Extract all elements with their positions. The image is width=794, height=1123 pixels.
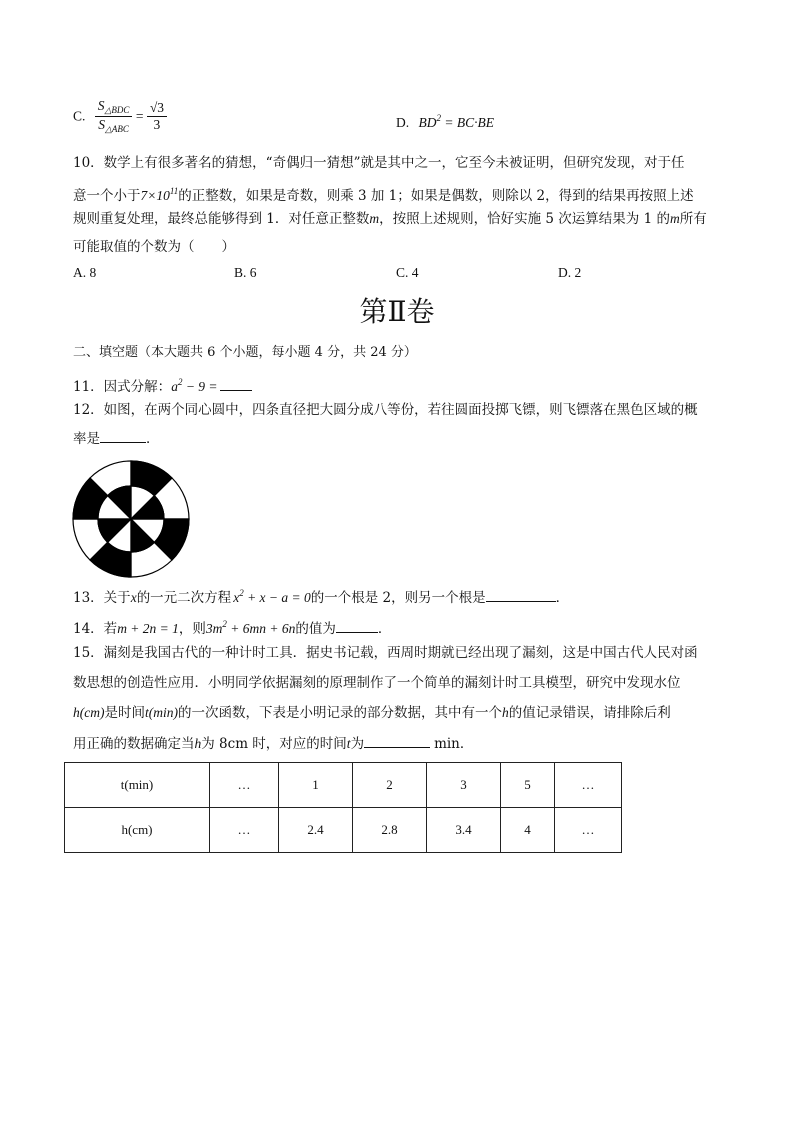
section-title: 第Ⅱ卷 xyxy=(359,295,435,328)
q13-line: 13．关于x的一元二次方程 $x^2 + x - a = 0$的一个根是 2，则另一个根是 ． xyxy=(73,588,570,606)
q10-option-a: A. 8 xyxy=(73,265,97,280)
table-cell: 2.4 xyxy=(279,808,353,853)
table-cell: … xyxy=(210,808,279,853)
q9-option-c-label: C. xyxy=(73,108,86,124)
q9-option-d-expr: $BD^2 = BC\cdot BE$ xyxy=(418,113,494,130)
dartboard-figure xyxy=(70,458,192,580)
q13-answer-blank[interactable] xyxy=(486,587,556,602)
table-cell: … xyxy=(555,808,622,853)
q15-line-4: 用正确的数据确定当h为 8cm 时，对应的时间t为 min． xyxy=(73,733,473,754)
section2-header: 二、填空题（本大题共 6 个小题，每小题 4 分，共 24 分） xyxy=(73,345,417,360)
q14-line: 14．若m + 2n = 1，则$3m^2 + 6mn + 6n$的值为 ． xyxy=(73,619,392,637)
q11-answer-blank[interactable] xyxy=(220,376,252,391)
table-cell: t(min) xyxy=(65,763,210,808)
q12-answer-blank[interactable] xyxy=(100,428,146,443)
table-cell: 5 xyxy=(501,763,555,808)
q10-line-3: 规则重复处理，最终总能够得到 1．对任意正整数m，按照上述规则，恰好实施 5 次运算结果为 1 的m所有 xyxy=(73,211,707,227)
table-cell: … xyxy=(555,763,622,808)
q10-option-b: B. 6 xyxy=(234,265,257,280)
q10-option-d: D. 2 xyxy=(558,265,582,280)
q15-line-2: 数思想的创造性应用．小明同学依据漏刻的原理制作了一个简单的漏刻计时工具模型，研究中发现水位 xyxy=(73,675,681,691)
table-row xyxy=(65,808,622,853)
q15-data-table xyxy=(64,762,622,853)
q10-line-2: 意一个小于$7\times 10^{11}$的正整数，如果是奇数，则乘 3 加 1；如果是偶数，则除以 2，得到的结果再按照上述 xyxy=(73,186,694,204)
q12-line-2: 率是 ． xyxy=(73,428,160,449)
table-cell: 2 xyxy=(353,763,427,808)
q9-option-c xyxy=(73,98,167,135)
table-row xyxy=(65,763,622,808)
q15-line-1: 15．漏刻是我国古代的一种计时工具．据史书记载，西周时期就已经出现了漏刻，这是中国古代人民对函 xyxy=(73,645,698,661)
table-cell: 3 xyxy=(427,763,501,808)
table-cell: … xyxy=(210,763,279,808)
table-cell: h(cm) xyxy=(65,808,210,853)
q15-line-3: h(cm)是时间t(min)的一次函数，下表是小明记录的部分数据，其中有一个h的值记录错误，请排除后利 xyxy=(73,705,671,721)
q10-option-c: C. 4 xyxy=(396,265,419,280)
q14-answer-blank[interactable] xyxy=(336,618,378,633)
table-cell: 1 xyxy=(279,763,353,808)
table-cell: 2.8 xyxy=(353,808,427,853)
q9-option-d xyxy=(396,113,494,131)
q9-option-c-equals: = xyxy=(135,108,144,124)
q10-line-1: 10．数学上有很多著名的猜想，“奇偶归一猜想”就是其中之一，它至今未被证明，但研究发现，对于任 xyxy=(73,155,685,171)
table-cell: 4 xyxy=(501,808,555,853)
q9-option-c-rhs: $\frac{√3}{3}$ xyxy=(147,100,167,133)
q9-option-c-fraction: $\frac{S_{\triangle BDC}}{S_{\triangle ABC}}$ xyxy=(95,98,133,135)
q9-option-d-label: D. xyxy=(396,115,410,130)
q12-line-1: 12．如图，在两个同心圆中，四条直径把大圆分成八等份，若往圆面投掷飞镖，则飞镖落在黑色区域的概 xyxy=(73,402,698,418)
table-cell: 3.4 xyxy=(427,808,501,853)
q10-line-4: 可能取值的个数为（ ） xyxy=(73,239,235,255)
q11-line: 11．因式分解：$a^2 - 9$ = xyxy=(73,372,252,397)
q15-answer-blank[interactable] xyxy=(364,733,430,748)
